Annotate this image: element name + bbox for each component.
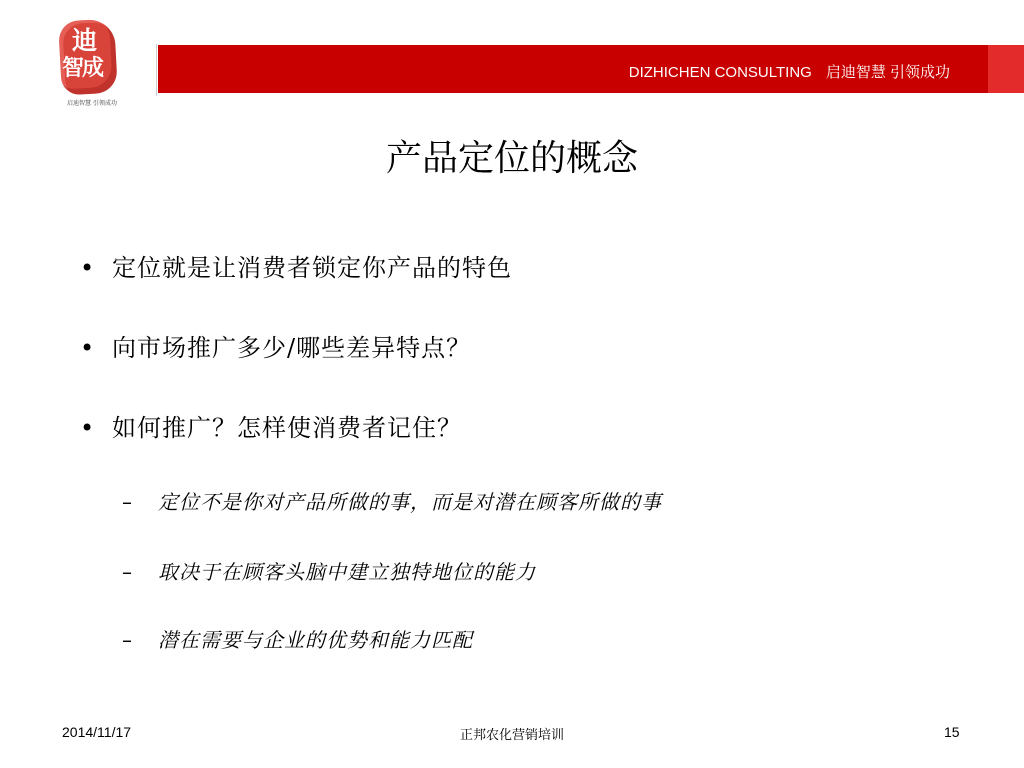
footer-date: 2014/11/17 <box>62 724 132 740</box>
logo-tagline: 启迪智慧 引领成功 <box>67 100 117 107</box>
sub-bullet-marker: – <box>122 490 133 514</box>
company-logo <box>46 20 130 112</box>
footer-title: 正邦农化营销培训 <box>459 728 564 743</box>
sub-bullet-text: 取决于在顾客头脑中建立独特地位的能力 <box>158 560 536 584</box>
bullet-marker: • <box>80 334 96 362</box>
header-slogan: 启迪智慧 引领成功 <box>825 64 950 81</box>
sub-bullet-text: 定位不是你对产品所做的事，而是对潜在顾客所做的事 <box>158 490 662 514</box>
bullet-text: 定位就是让消费者锁定你产品的特色 <box>112 254 512 282</box>
bullet-text: 如何推广？怎样使消费者记住？ <box>112 414 462 442</box>
sub-bullet-item <box>122 624 473 653</box>
sub-bullet-marker: – <box>122 560 133 584</box>
logo-char-bottom: 智成 <box>62 56 103 81</box>
header-company: DIZHICHEN CONSULTING <box>628 64 812 81</box>
bullet-item <box>80 248 512 283</box>
bullet-item <box>80 408 462 443</box>
slide-title: 产品定位的概念 <box>385 138 638 179</box>
sub-bullet-item <box>122 556 536 585</box>
sub-bullet-text: 潜在需要与企业的优势和能力匹配 <box>158 628 473 652</box>
page-number: 15 <box>944 724 960 740</box>
logo-char-top: 迪 <box>72 26 98 55</box>
sub-bullet-marker: – <box>122 628 133 652</box>
bullet-marker: • <box>80 414 96 442</box>
sub-bullet-item <box>122 486 662 515</box>
bullet-item <box>80 328 471 363</box>
header-accent-block <box>988 45 1024 93</box>
logo-divider <box>156 44 157 96</box>
header-bar <box>158 45 988 93</box>
bullet-text: 向市场推广多少/哪些差异特点？ <box>112 334 472 362</box>
bullet-marker: • <box>80 254 96 282</box>
header-text <box>629 61 950 82</box>
